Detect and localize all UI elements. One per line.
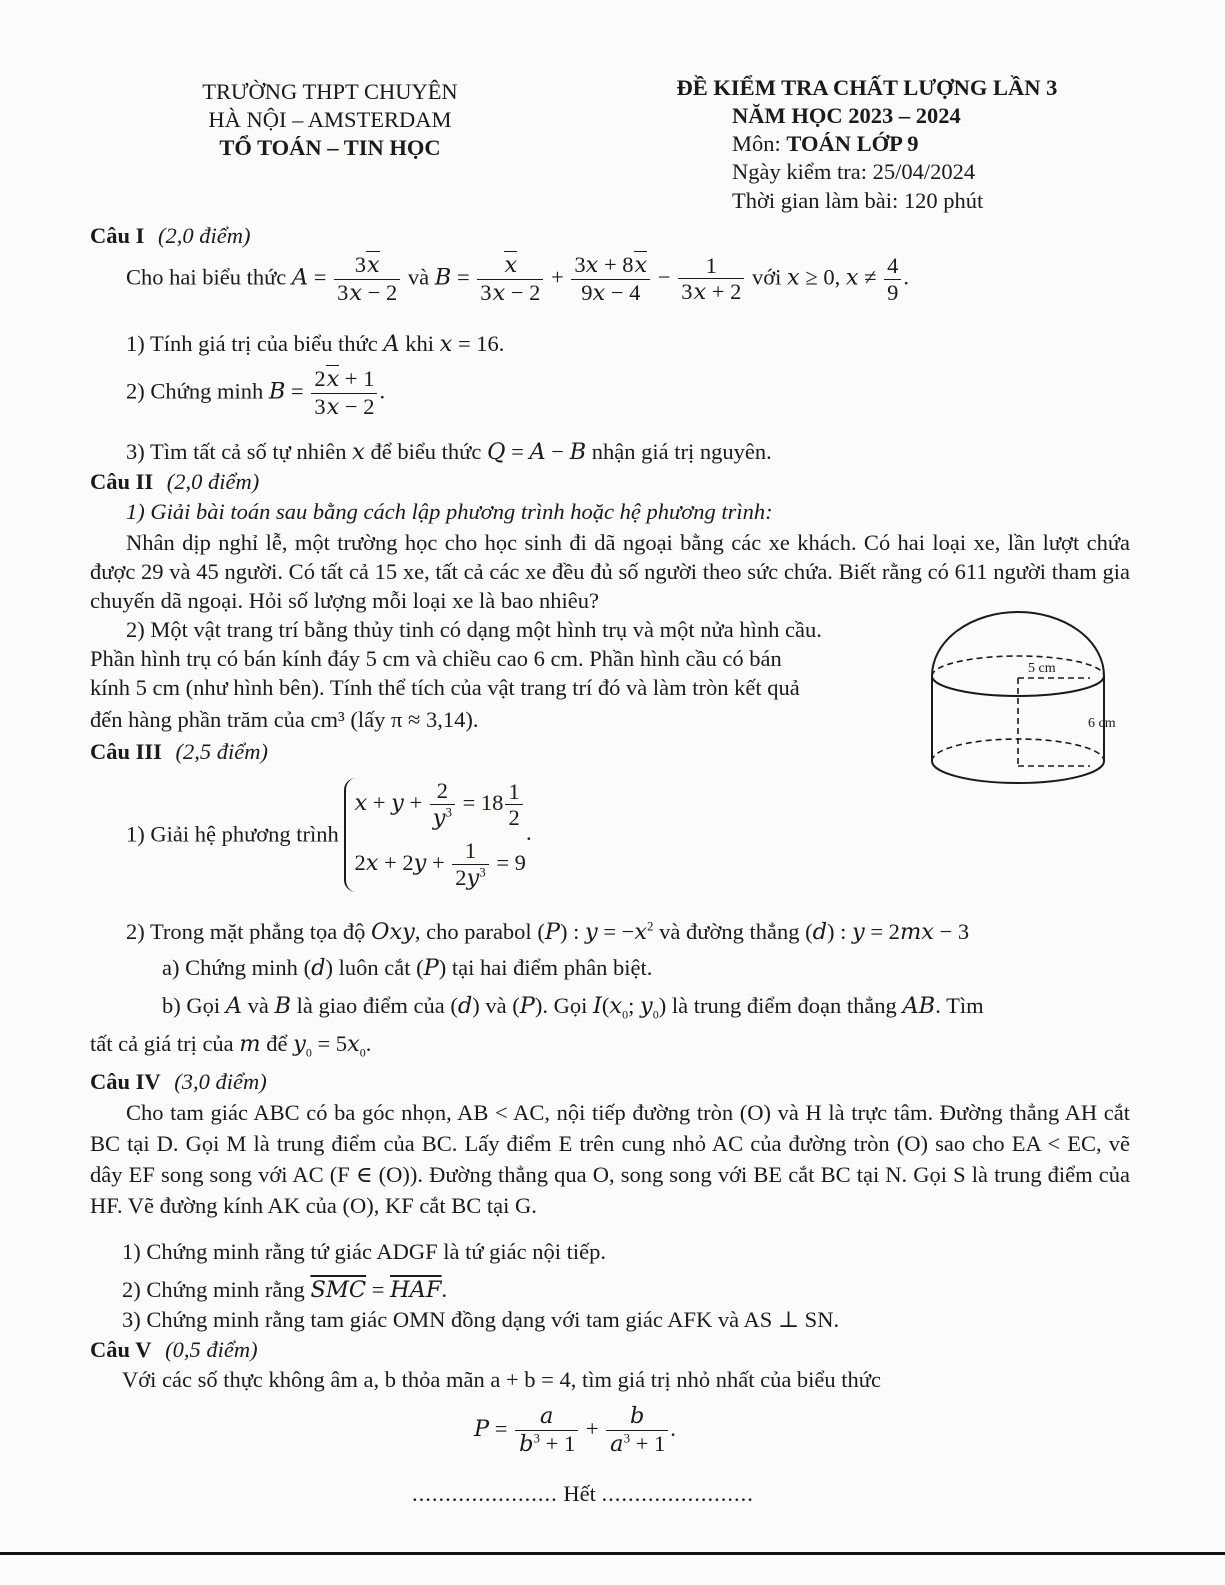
- question-5-title: Câu V: [90, 1337, 152, 1362]
- q3-item-1: 1) Giải hệ phương trình x + y + $\frac{2}{y^3}$ = 18 $\frac{1}{2}$ 2x + 2y + $\frac{1}{2y^3}$ = 9 .: [126, 778, 532, 891]
- bottom-base-front: [932, 761, 1104, 783]
- q3-item-2a-c: tại hai điểm phân biệt.: [451, 955, 653, 980]
- q2-item-1-title: 1) Giải bài toán sau bằng cách lập phương trình hoặc hệ phương trình:: [126, 499, 773, 524]
- top-base-back: [932, 656, 1104, 676]
- q2-item-2-line-4: đến hàng phần trăm của cm³ (lấy π ≈ 3,14).: [90, 707, 479, 732]
- question-5-heading: [90, 1336, 258, 1364]
- q1-item-3-a: 3) Tìm tất cả số tự nhiên: [126, 439, 347, 464]
- q3-item-2b-a: b) Gọi: [162, 993, 221, 1018]
- q3-item-2a: a) Chứng minh (d) luôn cắt (P) tại hai điểm phân biệt.: [162, 955, 653, 981]
- subject: [732, 130, 1112, 158]
- q1-item-3-c: nhận giá trị nguyên.: [591, 439, 772, 464]
- q3-item-2b-f: . Tìm: [935, 993, 984, 1018]
- height-label: 6 cm: [1088, 716, 1116, 731]
- q3-item-2b-c: là giao điểm của: [296, 993, 445, 1018]
- q1-item-1: 1) Tính giá trị của biểu thức A khi x = 16.: [126, 331, 505, 357]
- school-line-2: HÀ NỘI – AMSTERDAM: [208, 107, 452, 133]
- question-2-title: Câu II: [90, 469, 154, 494]
- q3-item-2-a: 2) Trong mặt phẳng tọa độ: [126, 919, 366, 944]
- school-header: [150, 78, 510, 162]
- q3-item-2-b: , cho parabol: [414, 919, 532, 944]
- q4-item-1: 1) Chứng minh rằng tứ giác ADGF là tứ giác nội tiếp.: [122, 1239, 607, 1264]
- q4-item-3: 3) Chứng minh rằng tam giác OMN đồng dạng với tam giác AFK và AS ⊥ SN.: [122, 1307, 840, 1332]
- q2-item-1-body: Nhân dịp nghỉ lễ, một trường học cho học sinh đi dã ngoại bằng các xe khách. Có hai loại xe, lần lượt chứa được 29 và 45 người. Có tất cả 15 xe, tất cả các xe đều đủ số người theo sức chứa. Biết rằng có 611 người tham gia chuyến dã ngoại. Hỏi số lượng mỗi loại xe là bao nhiêu?: [90, 530, 1130, 613]
- q4-item-2: 2) Chứng minh rằng $\overline{SMC} = \overline{HAF}$.: [122, 1277, 448, 1303]
- subject-value: TOÁN LỚP 9: [786, 131, 919, 157]
- q5-expression: P = $\frac{a}{b^3 + 1}$ + $\frac{b}{a^3 + 1}$ .: [474, 1403, 676, 1457]
- q3-item-2a-a: a) Chứng minh: [162, 955, 298, 980]
- q5-body: Với các số thực không âm a, b thỏa mãn a + b = 4, tìm giá trị nhỏ nhất của biểu thức: [122, 1367, 881, 1392]
- q1-and: và: [407, 264, 430, 290]
- question-4-points: (3,0 điểm): [174, 1069, 267, 1094]
- exam-duration: Thời gian làm bài: 120 phút: [732, 187, 984, 213]
- question-3-title: Câu III: [90, 739, 162, 764]
- q3-item-1-text: 1) Giải hệ phương trình: [126, 821, 339, 847]
- subject-label: Môn:: [732, 131, 787, 157]
- question-1-expressions: Cho hai biểu thức A = $\frac{3x}{3x - 2}$ và B = $\frac{x}{3x - 2}$ + $\frac{3x + 8x}{9x - 4}$ − $\frac{1}{3x + 2}$ với x ≥ 0, x ≠ $\frac{4}{9}$ .: [126, 252, 910, 306]
- q3-item-2: 2) Trong mặt phẳng tọa độ Oxy, cho parabol (P) : $y = -x^2$ và đường thẳng (d) : y = 2mx − 3: [126, 918, 970, 945]
- question-1-heading: [90, 222, 251, 250]
- bottom-rule: [0, 1552, 1225, 1555]
- equation-system: x + y + $\frac{2}{y^3}$ = 18 $\frac{1}{2}$ 2x + 2y + $\frac{1}{2y^3}$ = 9: [344, 778, 526, 892]
- department: TỔ TOÁN – TIN HỌC: [219, 135, 441, 161]
- exam-title: ĐỀ KIỂM TRA CHẤT LƯỢNG LẦN 3: [676, 75, 1058, 100]
- question-2-heading: [90, 468, 259, 496]
- q2-item-2-line-2: Phần hình trụ có bán kính đáy 5 cm và chiều cao 6 cm. Phần hình cầu có bán: [90, 646, 782, 671]
- q3-item-2-c: và đường thẳng: [659, 919, 800, 944]
- q1-item-2-text: 2) Chứng minh: [126, 378, 264, 404]
- q3-item-2b-b: và: [247, 993, 269, 1018]
- q3-item-2b: b) Gọi A và B là giao điểm của (d) và (P). Gọi $I(x_0$; $y_0$) là trung điểm đoạn thẳng AB. Tìm: [162, 993, 984, 1022]
- q1-item-1-text: 1) Tính giá trị của biểu thức: [126, 331, 378, 356]
- q3-item-2b-cont: tất cả giá trị của m để $y_0 = 5x_0$.: [90, 1031, 372, 1060]
- exam-date: Ngày kiểm tra: 25/04/2024: [732, 159, 976, 185]
- cylinder-hemisphere-figure: [920, 606, 1130, 816]
- q2-item-2-line-3: kính 5 cm (như hình bên). Tính thể tích của vật trang trí đó và làm tròn kết quả: [90, 675, 800, 700]
- exam-header: [652, 74, 1112, 215]
- q2-item-2-line-1: 2) Một vật trang trí bằng thủy tinh có dạng một hình trụ và một nửa hình cầu.: [126, 617, 822, 642]
- q3-item-2b-g: tất cả giá trị của: [90, 1031, 234, 1056]
- q1-item-3: 3) Tìm tất cả số tự nhiên x để biểu thức Q = A − B nhận giá trị nguyên.: [126, 439, 772, 465]
- radius-label: 5 cm: [1028, 661, 1056, 676]
- school-line-1: TRƯỜNG THPT CHUYÊN: [202, 79, 458, 104]
- question-2-points: (2,0 điểm): [166, 469, 260, 494]
- question-1-points: (2,0 điểm): [158, 223, 251, 248]
- end-label: Hết: [563, 1481, 596, 1506]
- q1-item-3-b: để biểu thức: [370, 439, 482, 464]
- question-3-heading: [90, 738, 268, 766]
- q3-item-2b-e: là trung điểm đoạn thẳng: [671, 993, 897, 1018]
- q3-item-2b-d: . Gọi: [542, 993, 588, 1018]
- q4-body: Cho tam giác ABC có ba góc nhọn, AB < AC, nội tiếp đường tròn (O) và H là trực tâm. Đường thẳng AH cắt BC tại D. Gọi M là trung điểm của BC. Lấy điểm E trên cung nhỏ AC của đường tròn (O) sao cho EA < EC, vẽ dây EF song song với AC (F ∈ (O)). Đường thẳng qua O, song song với BE cắt BC tại N. Gọi S là trung điểm của HF. Vẽ đường kính AK của (O), KF cắt BC tại G.: [90, 1100, 1130, 1218]
- q3-item-2b-h: để: [266, 1031, 288, 1056]
- end-marker: ...................... Hết .......................: [412, 1481, 754, 1506]
- q1-item-1-when: khi: [405, 331, 434, 356]
- question-1-title: Câu I: [90, 223, 145, 248]
- hemisphere-arc: [932, 612, 1104, 676]
- school-year: NĂM HỌC 2023 – 2024: [732, 103, 961, 129]
- question-4-heading: [90, 1068, 267, 1096]
- q3-item-2a-b: luôn cắt: [338, 955, 411, 980]
- q1-intro: Cho hai biểu thức: [126, 264, 287, 290]
- question-5-points: (0,5 điểm): [165, 1337, 258, 1362]
- q4-item-2-a: 2) Chứng minh rằng: [122, 1277, 305, 1302]
- q1-item-2: 2) Chứng minh B = $\frac{2x + 1}{3x - 2}$ .: [126, 366, 386, 420]
- question-4-title: Câu IV: [90, 1069, 161, 1094]
- question-3-points: (2,5 điểm): [175, 739, 269, 764]
- q1-with: với: [751, 264, 782, 290]
